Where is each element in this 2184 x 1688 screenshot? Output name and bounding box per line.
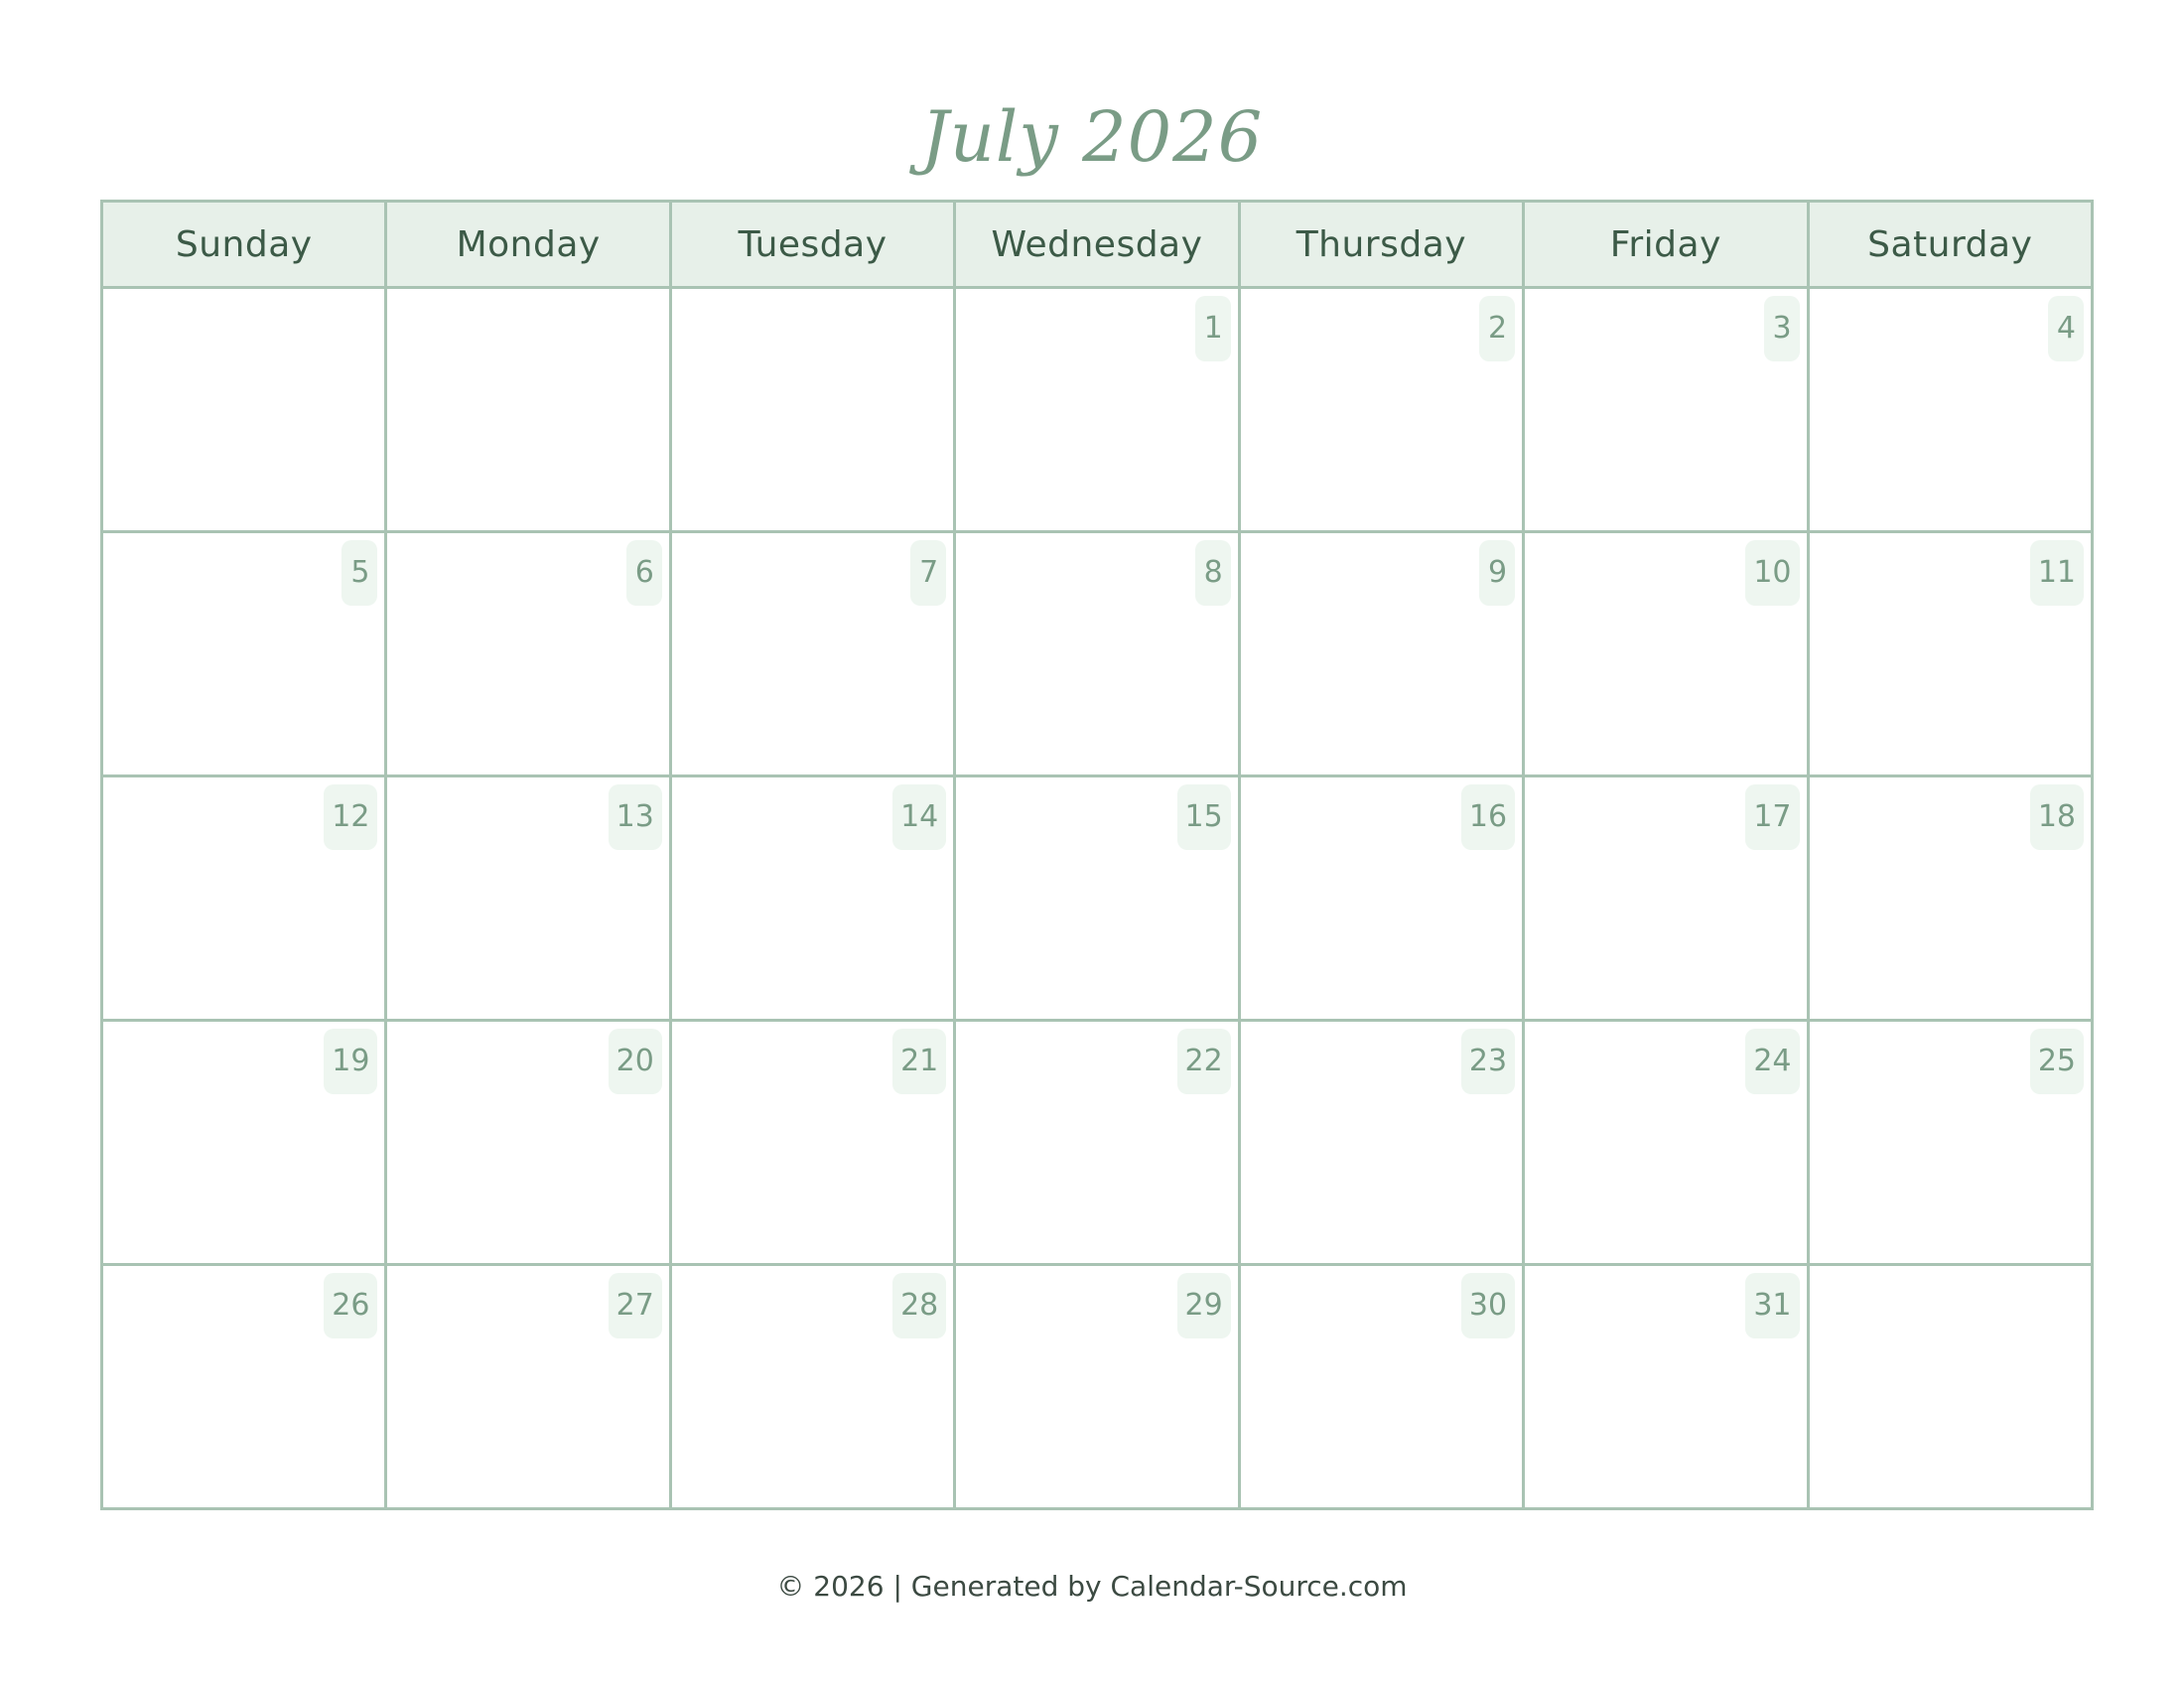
- day-number: 2: [1479, 296, 1515, 361]
- day-number: 18: [2030, 784, 2084, 850]
- day-cell: [670, 776, 954, 1021]
- day-cell: [386, 1021, 670, 1265]
- day-cell: [670, 288, 954, 532]
- day-number: 26: [324, 1273, 377, 1338]
- calendar-title: July 2026: [920, 96, 1264, 178]
- day-cell: [1239, 776, 1523, 1021]
- day-number: 29: [1177, 1273, 1231, 1338]
- day-cell: [670, 532, 954, 776]
- weekday-header: Sunday: [102, 202, 386, 288]
- weekday-header: Saturday: [1808, 202, 2092, 288]
- day-number: 12: [324, 784, 377, 850]
- day-cell: [386, 776, 670, 1021]
- day-cell: [102, 1265, 386, 1509]
- day-cell: [955, 776, 1239, 1021]
- day-cell: [386, 532, 670, 776]
- day-number: 16: [1461, 784, 1515, 850]
- week-row: [102, 532, 2093, 776]
- day-cell: [1808, 532, 2092, 776]
- day-number: 11: [2030, 540, 2084, 606]
- day-number: 19: [324, 1029, 377, 1094]
- day-cell: [1808, 1021, 2092, 1265]
- weekday-header-row: [102, 202, 2093, 288]
- day-number: 22: [1177, 1029, 1231, 1094]
- day-cell: [102, 532, 386, 776]
- day-cell: [955, 288, 1239, 532]
- day-cell: [1808, 1265, 2092, 1509]
- day-cell: [1239, 288, 1523, 532]
- day-cell: [1239, 1021, 1523, 1265]
- day-number: 14: [892, 784, 946, 850]
- day-cell: [1524, 532, 1808, 776]
- day-number: 6: [626, 540, 662, 606]
- day-cell: [1808, 776, 2092, 1021]
- day-number: 21: [892, 1029, 946, 1094]
- calendar-grid: [100, 200, 2094, 1510]
- week-row: [102, 776, 2093, 1021]
- day-number: 27: [609, 1273, 662, 1338]
- footer-credit: © 2026 | Generated by Calendar-Source.com: [776, 1570, 1408, 1603]
- day-cell: [670, 1265, 954, 1509]
- day-cell: [1239, 1265, 1523, 1509]
- weekday-header: Monday: [386, 202, 670, 288]
- day-number: 7: [910, 540, 946, 606]
- day-cell: [955, 1021, 1239, 1265]
- day-number: 30: [1461, 1273, 1515, 1338]
- week-row: [102, 1265, 2093, 1509]
- day-number: 1: [1195, 296, 1231, 361]
- day-number: 17: [1745, 784, 1799, 850]
- day-cell: [955, 1265, 1239, 1509]
- day-cell: [955, 532, 1239, 776]
- week-row: [102, 288, 2093, 532]
- day-cell: [1524, 1021, 1808, 1265]
- day-number: 10: [1745, 540, 1799, 606]
- day-cell: [1239, 532, 1523, 776]
- day-cell: [102, 288, 386, 532]
- day-number: 8: [1195, 540, 1231, 606]
- day-cell: [386, 1265, 670, 1509]
- day-number: 20: [609, 1029, 662, 1094]
- day-number: 3: [1764, 296, 1800, 361]
- weekday-header: Friday: [1524, 202, 1808, 288]
- day-cell: [670, 1021, 954, 1265]
- day-number: 23: [1461, 1029, 1515, 1094]
- weekday-header: Thursday: [1239, 202, 1523, 288]
- weekday-header: Wednesday: [955, 202, 1239, 288]
- day-number: 25: [2030, 1029, 2084, 1094]
- day-number: 28: [892, 1273, 946, 1338]
- day-cell: [102, 776, 386, 1021]
- day-cell: [1524, 1265, 1808, 1509]
- day-number: 24: [1745, 1029, 1799, 1094]
- day-cell: [1808, 288, 2092, 532]
- day-number: 31: [1745, 1273, 1799, 1338]
- day-cell: [1524, 776, 1808, 1021]
- day-number: 13: [609, 784, 662, 850]
- day-number: 9: [1479, 540, 1515, 606]
- day-number: 5: [341, 540, 377, 606]
- day-number: 4: [2048, 296, 2084, 361]
- day-number: 15: [1177, 784, 1231, 850]
- week-row: [102, 1021, 2093, 1265]
- day-cell: [102, 1021, 386, 1265]
- day-cell: [386, 288, 670, 532]
- weekday-header: Tuesday: [670, 202, 954, 288]
- day-cell: [1524, 288, 1808, 532]
